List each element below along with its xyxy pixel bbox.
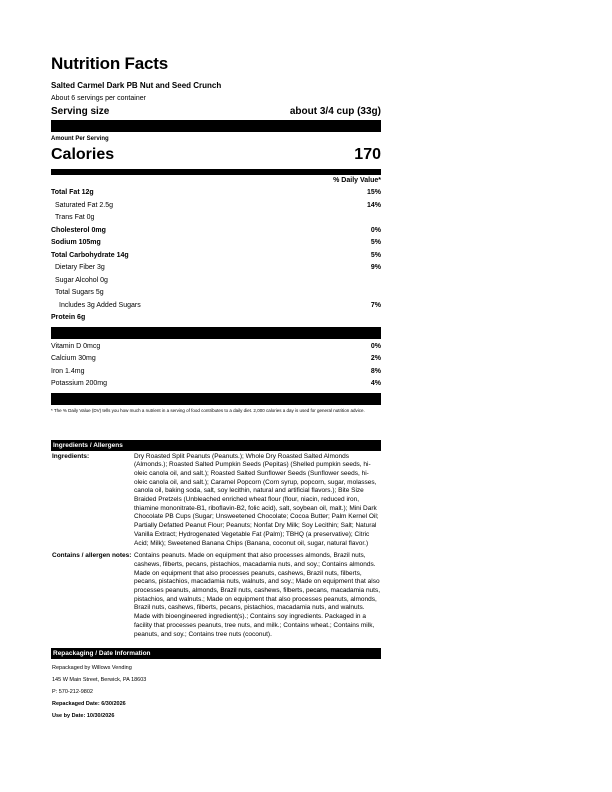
nutrient-label: Sugar Alcohol 0g [55,276,108,284]
nutrient-row [51,312,381,325]
allergen-text: Contains peanuts. Made on equipment that also processes almonds, Brazil nuts, cashews, filberts, pecans, pistachios, macadamia nuts, and soy.; Contains almonds. Made on equipment that also processes peanuts, cashews, Brazil nuts, filberts, pecans, pistachios, macadamia nuts, walnuts, and soy.; Made on equipment that also processes peanuts, almonds, Brazil nuts, cashews, filberts, pecans, macadamia nuts, pistachios, and walnuts.; Made on equipment that also processes peanuts, almonds, Brazil nuts, cashews, filberts, pecans, pistachios, macadamia nuts, and walnuts. Made with bioengineered ingredient(s).; Contains soy ingredients. Packaged in a facility that processes peanuts, tree nuts, and milk.; Contains wheat.; Contains milk, peanuts, and soy.; Contains tree nuts (coconut). [134,552,381,638]
calories-value: 170 [354,146,381,163]
serving-size-value: about 3/4 cup (33g) [289,106,381,117]
nutrient-label: Total Carbohydrate 14g [51,251,129,259]
nutrient-pct: 0% [370,226,381,234]
vitamin-label: Calcium 30mg [51,355,96,362]
daily-value-header: % Daily Value* [333,177,381,184]
ingredients-row [51,453,381,549]
vitamin-pct: 4% [370,380,381,387]
daily-value-footnote: * The % Daily Value (DV) tells you how much a nutrient in a serving of food contributes to a daily diet. 2,000 calories a day is used for general nutrition advice. [51,407,365,413]
ingredients-section-header: Ingredients / Allergens [51,440,381,451]
nutrient-pct: 7% [370,301,381,309]
vitamin-pct: 2% [370,355,381,362]
nutrient-label: Total Sugars 5g [55,289,104,296]
vitamin-row [51,366,381,379]
use-by-date: Use by Date: 10/30/2026 [52,713,115,720]
nutrient-row [51,225,381,238]
repacked-by: Repackaged by Willows Vending [52,665,132,672]
divider-thick [51,393,381,405]
nutrient-row [51,212,381,225]
nutrient-row [51,275,381,288]
vitamin-label: Potassium 200mg [51,380,108,387]
vitamin-label: Iron 1.4mg [51,367,85,375]
nutrient-label: Cholesterol 0mg [51,226,106,234]
calories-label: Calories [51,146,115,163]
vitamin-label: Vitamin D 0mcg [51,342,101,350]
nutrient-label: Trans Fat 0g [55,214,95,221]
nutrient-label: Saturated Fat 2.5g [55,201,113,209]
repackaging-section-header: Repackaging / Date Information [51,648,381,659]
allergen-row [51,552,381,639]
amount-per-serving: Amount Per Serving [51,136,109,142]
divider-thick [51,327,381,339]
nutrient-row [51,187,381,200]
ingredients-text: Dry Roasted Split Peanuts (Peanuts.); Whole Dry Roasted Salted Almonds (Almonds.); Roasted Salted Pumpkin Seeds (Pepitas) (Shelled pumpkin seeds, hi-oleic canola oil, and salt.); Roasted Salted Sunflower Seeds (Sunflower seeds, hi-oleic canola oil, and salt.); Caramel Popcorn (Corn syrup, popcorn, sugar, molasses, canola oil, baking soda, salt, soy lecithin, natural and artificial flavors.); Bite Size Braided Pretzels (Unbleached enriched wheat flour (flour, niacin, reduced iron, thiamine mononitrate-B1, riboflavin-B2, folic acid), salt, soybean oil, malt.); Mini Dark Chocolate PB Cups (Sugar; Unsweetened Chocolate; Cocoa Butter; Palm Kernel Oil; Partially Defatted Peanut Flour; Peanuts; Nonfat Dry Milk; Soy Lecithin; Salt; Natural Vanilla Extract; Hydrogenated Vegetable Fat (Palm); TBHQ (a preservative); Citric Acid; Milk); Sweetened Banana Chips (Banana, coconut oil, sugar, natural flavor.) [134,452,379,547]
nutrient-row [51,287,381,300]
nutrient-label: Protein 6g [51,314,86,321]
vitamin-pct: 0% [370,342,381,350]
ingredients-label: Ingredients: [52,452,90,460]
nutrition-label [51,54,381,722]
repack-phone: P: 570-212-9802 [52,689,93,696]
repack-address: 145 W Main Street, Berwick, PA 18603 [52,677,147,684]
nutrient-pct: 14% [366,201,381,209]
vitamin-row [51,341,381,354]
repackaged-date: Repackaged Date: 6/30/2026 [52,701,126,708]
nutrient-row [51,237,381,250]
nutrient-label: Includes 3g Added Sugars [59,301,141,309]
vitamin-row [51,353,381,366]
nutrient-row [51,200,381,213]
vitamin-row [51,378,381,391]
nutrient-label: Sodium 105mg [51,239,101,246]
nutrient-pct: 15% [366,189,381,196]
nutrient-label: Dietary Fiber 3g [55,264,105,271]
divider-thick [51,120,381,132]
product-name: Salted Carmel Dark PB Nut and Seed Crunch [51,81,222,90]
divider-medium [51,169,381,175]
allergen-label: Contains / allergen notes: [52,552,132,560]
vitamin-pct: 8% [370,367,381,375]
nutrient-row [51,262,381,275]
nutrient-row [51,300,381,313]
calories-row [51,145,381,165]
nutrient-pct: 5% [370,239,381,246]
nutrient-pct: 9% [370,264,381,271]
nutrient-pct: 5% [370,251,381,259]
serving-size-row [51,106,381,118]
servings-per-container: About 6 servings per container [51,95,146,102]
nutrient-row [51,250,381,263]
nutrient-label: Total Fat 12g [51,189,94,196]
label-title: Nutrition Facts [51,54,168,73]
serving-size-label: Serving size [51,106,110,117]
